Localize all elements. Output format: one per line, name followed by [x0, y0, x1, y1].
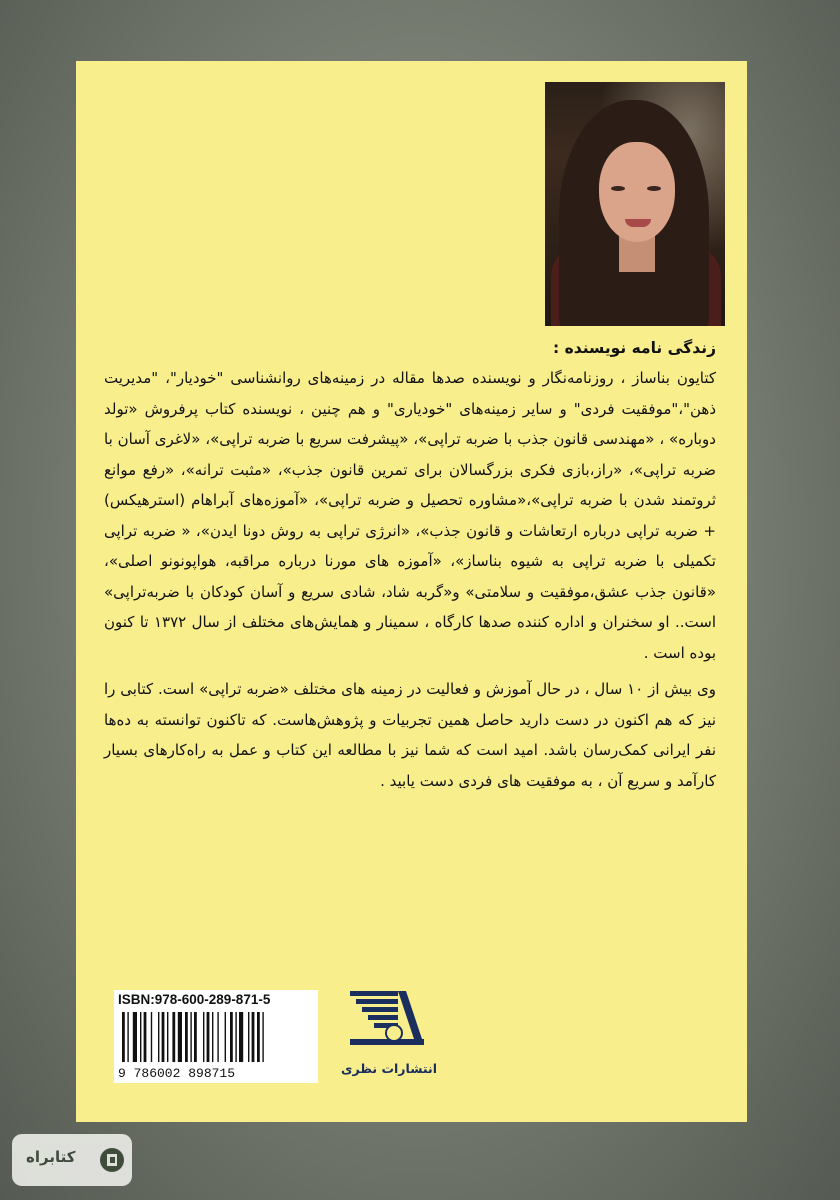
isbn-text: ISBN:978-600-289-871-5 [118, 992, 271, 1007]
barcode-digits: 9 786002 898715 [118, 1066, 236, 1081]
author-biography [104, 333, 716, 802]
barcode-bars [122, 1012, 310, 1062]
publisher-logo-icon [348, 987, 426, 1049]
book-back-cover [76, 61, 747, 1122]
publisher-name: انتشارات نظری [341, 1061, 437, 1076]
isbn-barcode [114, 990, 318, 1083]
bio-paragraph-2: وی بیش از ۱۰ سال ، در حال آموزش و فعالیت در زمینه های مختلف «ضربه تراپی» است. کتابی را نیز که هم اکنون در دست دارید حاصل همین تجربیات و پژوهش‌هاست. که تاکنون توانسته به ده‌ها نفر ایرانی کمک‌رسان باشد. امید است که شما نیز با مطالعه این کتاب و عمل به راه‌کارهای بسیار کارآمد و سریع آن ، به موفقیت های فردی دست یابید . [104, 680, 717, 790]
author-photo [545, 82, 725, 326]
bio-paragraph-1: کتایون بناساز ، روزنامه‌نگار و نویسنده صدها مقاله در زمینه‌های روانشناسی "خودیار"، "مدیریت ذهن"،"موفقیت فردی" و سایر زمینه‌های "خودیاری" و هم چنین ، نویسنده کتاب پرفروش «تولد دوباره» ، «مهندسی قانون جذب با ضربه تراپی»، «پیشرفت سریع با ضربه تراپی»، «لاغری آسان با ضربه تراپی»، «راز،بازی فکری بزرگسالان برای تمرین قانون جذب»، «مثبت ترانه»، «رفع موانع ثروتمند شدن با ضربه تراپی»،«مشاوره تحصیل و ضربه تراپی»، «آموزه‌های آبراهام (استرهیکس) + ضربه تراپی درباره ارتعاشات و قانون جذب»، «انرژی تراپی به روش دونا ایدن»، « ضربه تراپی تکمیلی با ضربه تراپی به شیوه بناساز»، «آموزه های مورنا درباره مراقبه، هواپونونو اصلی»، «قانون جذب عشق،موفقیت و سلامتی» و«گربه شاد، شادی سریع و آسان کودکان با ضربه‌تراپی» است.. او سخنران و اداره کننده صدها کارگاه ، سمینار و همایش‌های مختلف از سال ۱۳۷۲ تا کنون بوده است . [104, 369, 716, 662]
ketabrah-logo-icon [98, 1146, 126, 1174]
watermark-text: کتابراه [26, 1148, 76, 1166]
ketabrah-watermark [12, 1134, 132, 1186]
bio-heading: زندگی نامه نویسنده : [553, 339, 716, 357]
